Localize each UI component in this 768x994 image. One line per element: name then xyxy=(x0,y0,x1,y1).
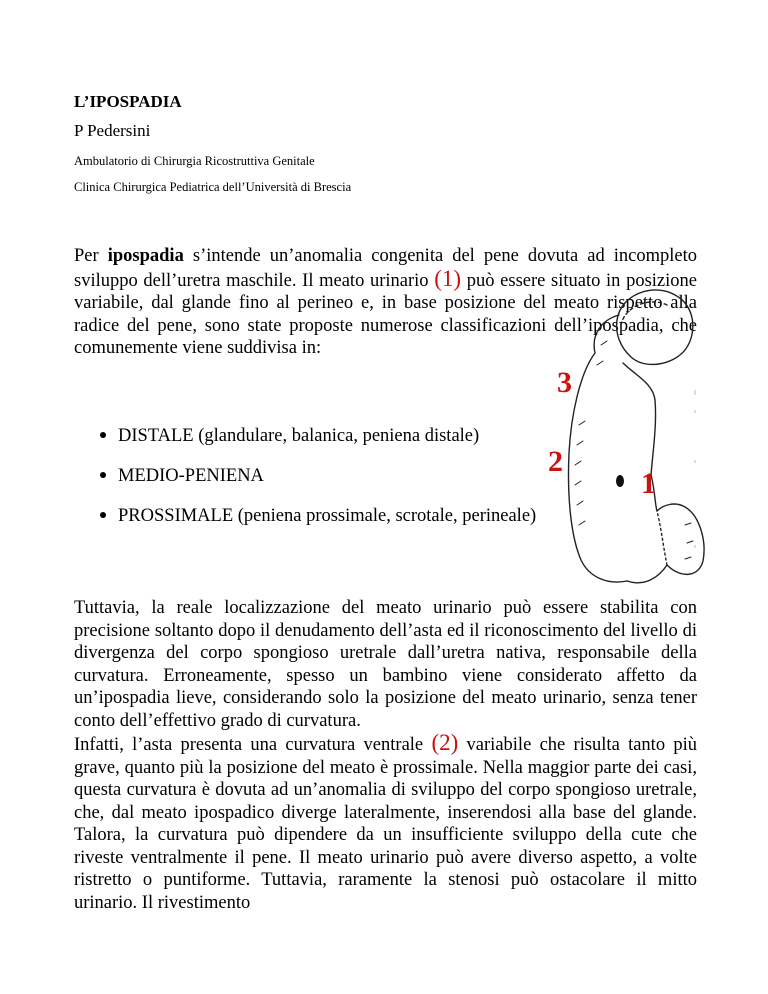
anatomical-drawing-icon xyxy=(535,275,705,587)
curvature-text-post: variabile che risulta tanto più grave, quanto più la posizione del meato è prossimale. Nella maggior parte dei casi, questa curvatura è dovuta ad un’anomalia di sviluppo del corpo spongioso uretrale, che, dal meato ipospadico diverge lateralmente, inserendosi alla base del glande. Talora, la curvatura può dipendere da un insufficiente sviluppo della cute che riveste ventralmente il pene. Il meato urinario può avere diverso aspetto, a volte ristretto o puntiforme. Tuttavia, raramente la stenosi può ostacolare il mitto urinario. Il rivestimento xyxy=(74,735,698,913)
curvature-text-pre: Infatti, l’asta presenta una curvatura ventrale xyxy=(74,735,432,755)
bullet-icon xyxy=(100,432,106,438)
figure-label-1: 1 xyxy=(641,467,656,500)
author-name: P Pedersini xyxy=(74,121,151,140)
intro-text-mid: s’intende un’anomalia congenita del pene dovuta ad incompleto sviluppo dell’uretra maschile. Il meato urinario xyxy=(74,246,697,291)
paragraph-curvature xyxy=(74,732,697,914)
list-item-medio-peniena xyxy=(100,466,540,506)
bullet-icon xyxy=(100,472,106,478)
figure-label-3: 3 xyxy=(557,366,572,399)
paragraph-localization: Tuttavia, la reale localizzazione del meato urinario può essere stabilita con precisione soltanto dopo il denudamento dell’asta ed il riconoscimento del livello di divergenza del corpo spongioso uretrale dall’uretra nativa, responsabile della curvatura. Erroneamente, spesso un bambino viene considerato affetto da un’ipospadia lieve, considerando solo la posizione del meato urinario, senza tener conto dell’effettivo grado di curvatura. xyxy=(74,598,697,731)
intro-text-post: può essere situato in posizione variabile, dal glande fino al perineo e, in base posizione del meato rispetto alla radice del pene, sono state proposte numerose classificazioni dell’ipospadia, che comunemente viene suddivisa in: xyxy=(74,270,697,358)
term-ipospadia: ipospadia xyxy=(107,246,184,266)
intro-text-pre: Per xyxy=(74,246,108,266)
list-item-label: PROSSIMALE (peniena prossimale, scrotale, perineale) xyxy=(118,506,537,526)
marker-2: (2) xyxy=(431,730,459,755)
list-item-label: DISTALE (glandulare, balanica, peniena distale) xyxy=(118,426,480,446)
figure-label-2: 2 xyxy=(548,445,563,478)
list-item-label: MEDIO-PENIENA xyxy=(118,466,264,486)
bullet-icon xyxy=(100,512,106,518)
page-title: L’IPOSPADIA xyxy=(74,92,182,111)
classification-list xyxy=(100,426,540,546)
list-item-prossimale xyxy=(100,506,540,546)
marker-1: (1) xyxy=(434,265,462,291)
affiliation-line-2: Clinica Chirurgica Pediatrica dell’Università di Brescia xyxy=(74,180,352,194)
affiliation-line-1: Ambulatorio di Chirurgia Ricostruttiva Genitale xyxy=(74,154,315,168)
list-item-distale xyxy=(100,426,540,466)
